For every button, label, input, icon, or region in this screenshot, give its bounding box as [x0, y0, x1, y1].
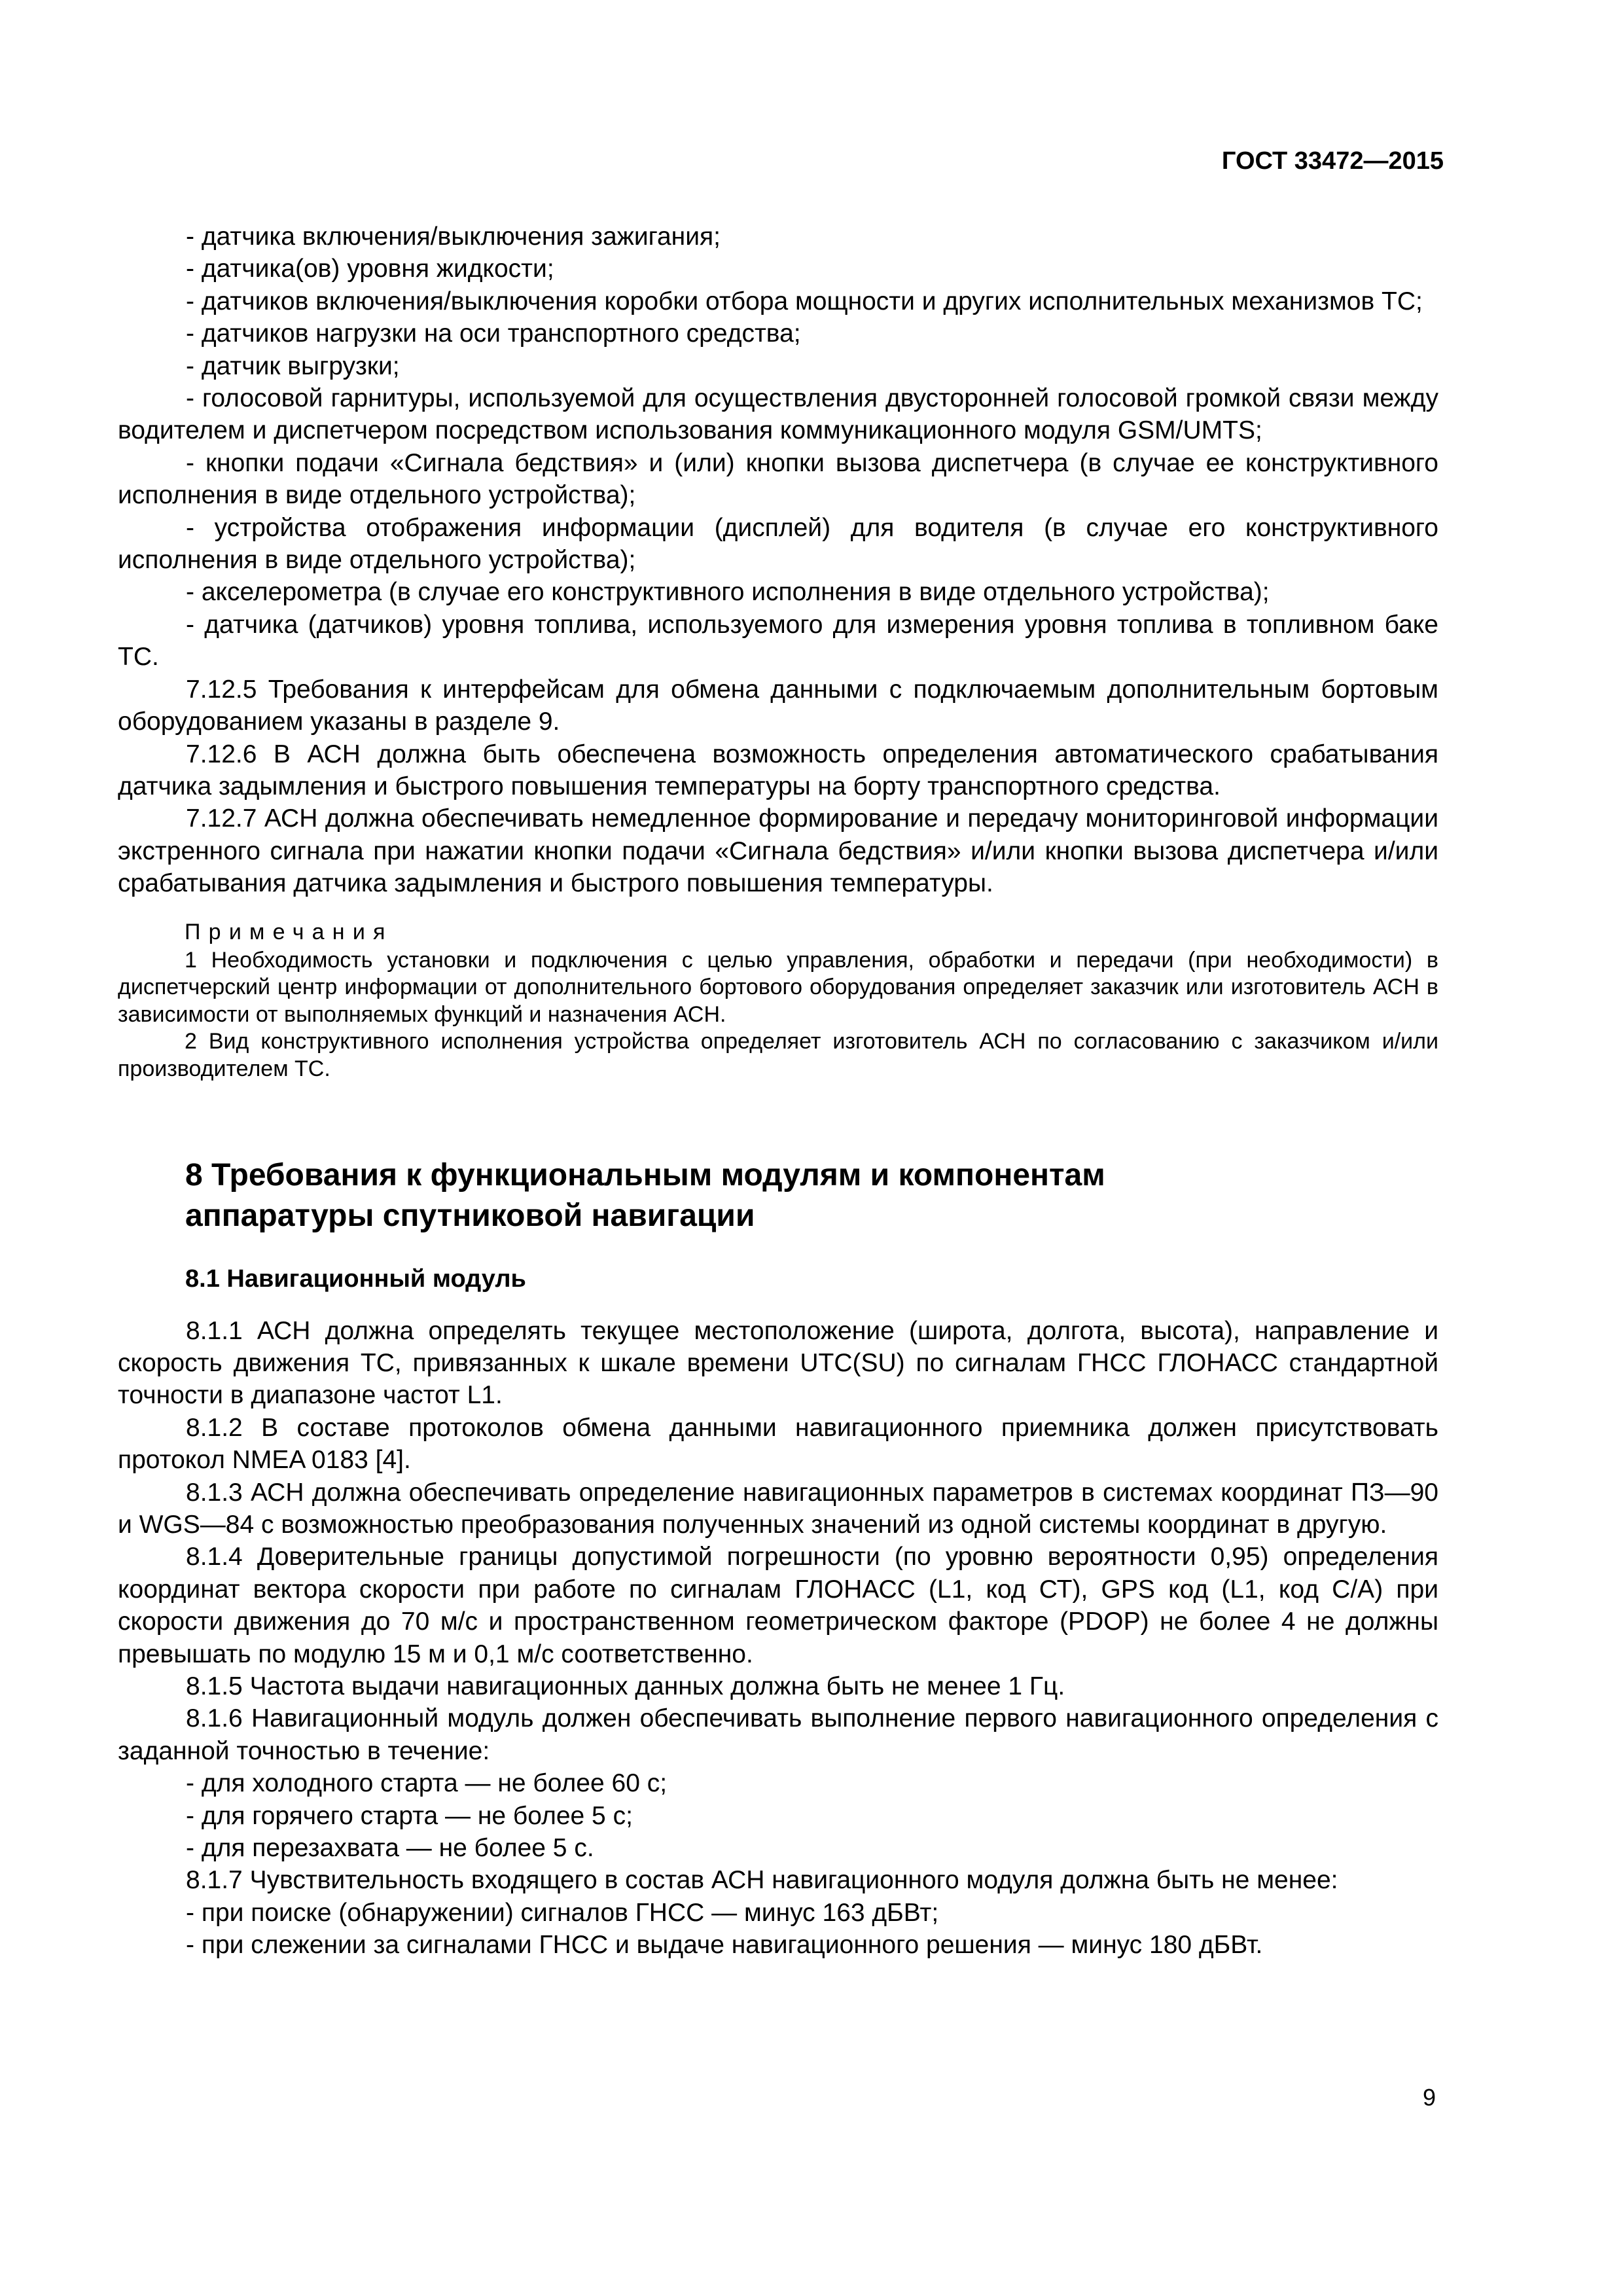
section-8-title-line-1: 8 Требования к функциональным модулям и компонентам — [185, 1157, 1105, 1193]
document-body — [118, 221, 1438, 1962]
list-item: - устройства отображения информации (дисплей) для водителя (в случае его конструктивного исполнения в виде отдельного устройства); — [118, 513, 1438, 575]
list-item: - датчика включения/выключения зажигания; — [186, 223, 721, 251]
paragraph-7-12-6: 7.12.6 В АСН должна быть обеспечена возможность определения автоматического срабатывания датчика задымления и быстрого повышения температуры на борту транспортного средства. — [118, 740, 1438, 800]
document-header: ГОСТ 33472—2015 — [1221, 147, 1444, 175]
list-item: - для холодного старта — не более 60 с; — [186, 1769, 668, 1798]
notes-title: Примечания — [185, 919, 393, 944]
section-8-heading — [118, 1155, 1438, 1236]
paragraph-7-12-7: 7.12.7 АСН должна обеспечивать немедленное формирование и передачу мониторинговой информации экстренного сигнала при нажатии кнопки подачи «Сигнала бедствия» и/или кнопки вызова диспетчера и/или срабатывания датчика задымления и быстрого повышения температуры. — [118, 804, 1438, 898]
list-item: - датчик выгрузки; — [186, 351, 400, 380]
section-8-title-line-2: аппаратуры спутниковой навигации — [185, 1198, 755, 1233]
list-item: - голосовой гарнитуры, используемой для осуществления двусторонней голосовой громкой связи между водителем и диспетчером посредством использования коммуникационного модуля GSM/UMTS; — [118, 384, 1438, 445]
list-item: - при поиске (обнаружении) сигналов ГНСС — минус 163 дБВт; — [186, 1898, 939, 1927]
paragraph-8-1-4: 8.1.4 Доверительные границы допустимой погрешности (по уровню вероятности 0,95) определения координат вектора скорости при работе по сигналам ГЛОНАСС (L1, код СТ), GPS код (L1, код C/A) при скорости движения до 70 м/с и пространственном геометрическом факторе (PDOP) не более 4 не должны превышать по модулю 15 м и 0,1 м/с соответственно. — [118, 1543, 1438, 1668]
list-item: - при слежении за сигналами ГНСС и выдаче навигационного решения — минус 180 дБВт. — [186, 1931, 1263, 1960]
list-item: - акселерометра (в случае его конструктивного исполнения в виде отдельного устройства); — [186, 578, 1270, 607]
paragraph-8-1-3: 8.1.3 АСН должна обеспечивать определение навигационных параметров в системах координат ПЗ—90 и WGS—84 с возможностью преобразования полученных значений из одной системы координат в другую. — [118, 1478, 1438, 1539]
note-item-1: 1 Необходимость установки и подключения с целью управления, обработки и передачи (при необходимости) в диспетчерский центр информации от дополнительного бортового оборудования определяет заказчик или изготовитель АСН в зависимости от выполняемых функций и назначения АСН. — [118, 947, 1438, 1027]
note-item-2: 2 Вид конструктивного исполнения устройства определяет изготовитель АСН по согласованию с заказчиком и/или производителем ТС. — [118, 1029, 1438, 1081]
list-item: - датчика(ов) уровня жидкости; — [186, 255, 554, 283]
page-number: 9 — [1422, 2084, 1436, 2111]
paragraph-8-1-5: 8.1.5 Частота выдачи навигационных данных должна быть не менее 1 Гц. — [186, 1672, 1065, 1700]
list-item: - датчиков нагрузки на оси транспортного средства; — [186, 319, 801, 348]
list-item: - датчика (датчиков) уровня топлива, используемого для измерения уровня топлива в топливном баке ТС. — [118, 610, 1438, 672]
list-item: - кнопки подачи «Сигнала бедствия» и (или) кнопки вызова диспетчера (в случае ее конструктивного исполнения в виде отдельного устройства); — [118, 448, 1438, 510]
paragraph-7-12-5: 7.12.5 Требования к интерфейсам для обмена данными с подключаемым дополнительным бортовым оборудованием указаны в разделе 9. — [118, 675, 1438, 736]
paragraph-8-1-2: 8.1.2 В составе протоколов обмена данными навигационного приемника должен присутствовать протокол NMEA 0183 [4]. — [118, 1413, 1438, 1475]
list-item: - датчиков включения/выключения коробки отбора мощности и других исполнительных механизмов ТС; — [186, 287, 1423, 315]
subsection-8-1-heading: 8.1 Навигационный модуль — [185, 1265, 526, 1293]
paragraph-8-1-6: 8.1.6 Навигационный модуль должен обеспечивать выполнение первого навигационного определения с заданной точностью в течение: — [118, 1704, 1438, 1765]
paragraph-8-1-1: 8.1.1 АСН должна определять текущее местоположение (широта, долгота, высота), направление и скорость движения ТС, привязанных к шкале времени UTC(SU) по сигналам ГНСС ГЛОНАСС стандартной точности в диапазоне частот L1. — [118, 1316, 1438, 1410]
list-item: - для перезахвата — не более 5 с. — [186, 1834, 594, 1862]
paragraph-8-1-7: 8.1.7 Чувствительность входящего в состав АСН навигационного модуля должна быть не менее: — [186, 1866, 1338, 1895]
list-item: - для горячего старта — не более 5 с; — [186, 1801, 633, 1830]
